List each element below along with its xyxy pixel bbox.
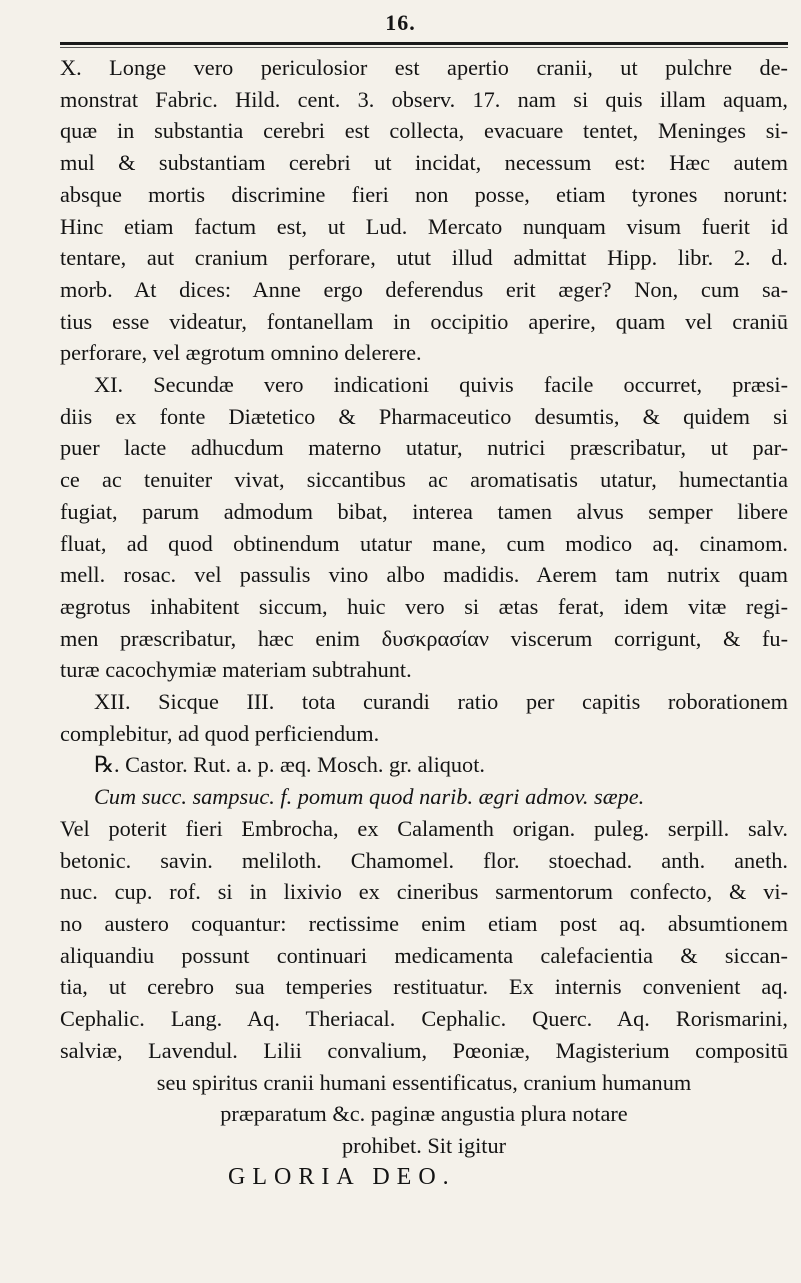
- text-line: ægrotus inhabitent siccum, huic vero si ætas ferat, idem vitæ regi-: [60, 593, 788, 619]
- text-line: tius esse videatur, fontanellam in occipitio aperire, quam vel craniū: [60, 308, 788, 334]
- text-line: absque mortis discrimine fieri non posse, etiam tyrones norunt:: [60, 181, 788, 207]
- text-line: tia, ut cerebro sua temperies restituatur. Ex internis convenient aq.: [60, 974, 788, 1000]
- text-line: complebitur, ad quod perficiendum.: [60, 720, 380, 746]
- text-line: Hinc etiam factum est, ut Lud. Mercato nunquam visum fuerit id: [60, 213, 788, 239]
- text-line: monstrat Fabric. Hild. cent. 3. observ. 17. nam si quis illam aquam,: [60, 86, 788, 112]
- closing-line: GLORIA DEO.: [228, 1163, 456, 1190]
- text-line: fugiat, parum admodum bibat, interea tamen alvus semper libere: [60, 498, 788, 524]
- text-line: salviæ, Lavendul. Lilii convalium, Pœoniæ, Magisterium compositū: [60, 1037, 788, 1063]
- text-line: nuc. cup. rof. si in lixivio ex cineribus sarmentorum confecto, & vi-: [60, 879, 788, 905]
- text-line: seu spiritus cranii humani essentificatus, cranium humanum: [156, 1069, 692, 1095]
- text-line: prohibet. Sit igitur: [341, 1132, 507, 1158]
- text-line: diis ex fonte Diætetico & Pharmaceutico desumtis, & quidem si: [60, 403, 788, 429]
- text-line: aliquandiu possunt continuari medicamenta calefacientia & siccan-: [60, 942, 788, 968]
- text-line: fluat, ad quod obtinendum utatur mane, cum modico aq. cinamom.: [60, 530, 788, 556]
- text-line: præparatum &c. paginæ angustia plura notare: [220, 1101, 628, 1127]
- text-line: turæ cacochymiæ materiam subtrahunt.: [60, 657, 412, 683]
- text-line: tentare, aut cranium perforare, utut illud admittat Hipp. libr. 2. d.: [60, 245, 788, 271]
- header-rule: [60, 42, 788, 45]
- text-line: Cephalic. Lang. Aq. Theriacal. Cephalic. Querc. Aq. Rorismarini,: [60, 1006, 788, 1032]
- text-line: no austero coquantur: rectissime enim etiam post aq. absumtionem: [60, 910, 788, 936]
- text-line: XII. Sicque III. tota curandi ratio per capitis roborationem: [94, 689, 788, 715]
- text-line: Vel poterit fieri Embrocha, ex Calamenth origan. puleg. serpill. salv.: [60, 815, 788, 841]
- text-line: quæ in substantia cerebri est collecta, evacuare tentet, Meninges si-: [60, 118, 788, 144]
- recipe-line: Cum succ. sampsuc. f. pomum quod narib. ægri admov. sæpe.: [94, 784, 645, 810]
- text-line: betonic. savin. meliloth. Chamomel. flor. stoechad. anth. aneth.: [60, 847, 788, 873]
- header-rule-thin: [60, 47, 788, 48]
- recipe-line: ℞. Castor. Rut. a. p. æq. Mosch. gr. aliquot.: [94, 752, 485, 778]
- page-number: 16.: [385, 10, 416, 35]
- text-line: ce ac tenuiter vivat, siccantibus ac aromatisatis utatur, humectantia: [60, 467, 788, 493]
- text-line: X. Longe vero periculosior est apertio cranii, ut pulchre de-: [60, 55, 788, 80]
- text-line: perforare, vel ægrotum omnino delerere.: [60, 340, 422, 366]
- text-line: mell. rosac. vel passulis vino albo madidis. Aerem tam nutrix quam: [60, 562, 788, 588]
- text-line: puer lacte adhucdum materno utatur, nutrici præscribatur, ut par-: [60, 435, 788, 461]
- body-text: [60, 52, 788, 1193]
- text-line: men præscribatur, hæc enim δυσκρασίαν viscerum corrigunt, & fu-: [60, 625, 788, 651]
- text-line: morb. At dices: Anne ergo deferendus erit æger? Non, cum sa-: [60, 276, 788, 302]
- text-line: mul & substantiam cerebri ut incidat, necessum est: Hæc autem: [60, 150, 788, 176]
- text-line: XI. Secundæ vero indicationi quivis facile occurret, præsi-: [94, 372, 788, 398]
